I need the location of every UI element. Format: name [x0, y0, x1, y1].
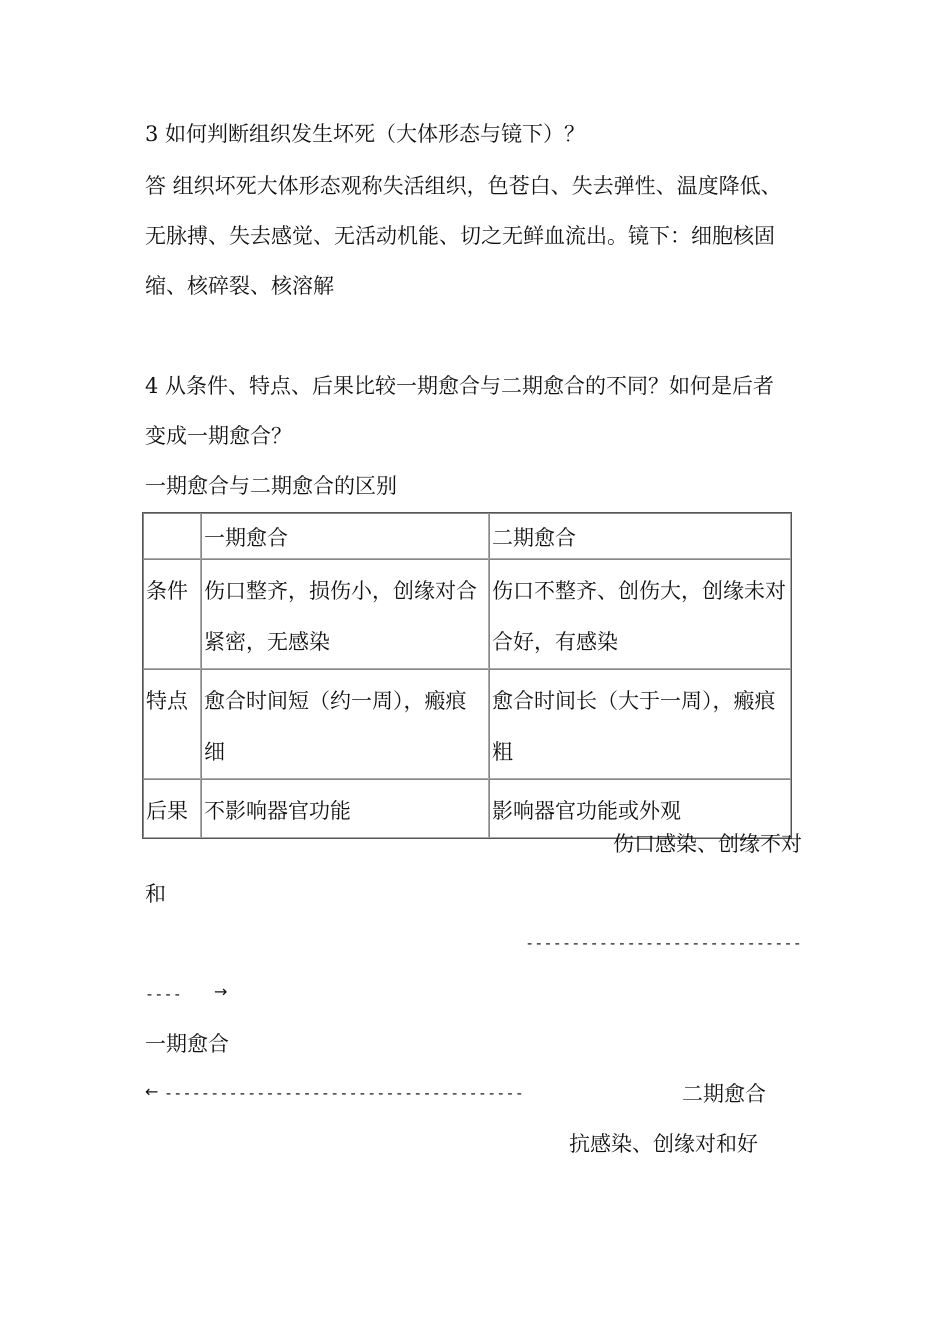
table-cell: 伤口整齐，损伤小，创缘对合紧密，无感染 — [201, 559, 489, 669]
question-4-line-2: 变成一期愈合？ — [145, 424, 292, 448]
dashed-line-short: ---- — [145, 985, 182, 1003]
bottom-note: 抗感染、创缘对和好 — [569, 1132, 758, 1156]
table-cell: 愈合时间短（约一周），瘢痕细 — [201, 669, 489, 779]
first-intention-label: 一期愈合 — [145, 1032, 229, 1056]
answer-3-line-1: 答 组织坏死大体形态观称失活组织，色苍白、失去弹性、温度降低、 — [145, 174, 782, 198]
comparison-table — [142, 512, 792, 839]
row-label: 特点 — [143, 669, 201, 779]
dashed-line-left: --------------------------------------- — [164, 1084, 524, 1102]
table-row — [143, 669, 791, 779]
second-intention-label: 二期愈合 — [682, 1082, 766, 1106]
table-header-row — [143, 513, 791, 559]
top-note-line-1: 伤口感染、创缘不对 — [613, 832, 802, 856]
table-header-cell: 一期愈合 — [201, 513, 489, 559]
table-cell: 影响器官功能或外观 — [489, 779, 791, 838]
table-row — [143, 779, 791, 838]
table-cell: 伤口不整齐、创伤大，创缘未对合好，有感染 — [489, 559, 791, 669]
table-header-cell — [143, 513, 201, 559]
answer-3-line-2: 无脉搏、失去感觉、无活动机能、切之无鲜血流出。镜下：细胞核固 — [145, 224, 775, 248]
question-3: 3 如何判断组织发生坏死（大体形态与镜下）？ — [145, 122, 586, 146]
question-4-line-1: 4 从条件、特点、后果比较一期愈合与二期愈合的不同？如何是后者 — [145, 374, 775, 398]
answer-3-line-3: 缩、核碎裂、核溶解 — [145, 274, 334, 298]
table-caption: 一期愈合与二期愈合的区别 — [145, 474, 397, 498]
table-cell: 不影响器官功能 — [201, 779, 489, 838]
arrow-left-icon: ← — [145, 1082, 159, 1101]
row-label: 后果 — [143, 779, 201, 838]
top-note-line-2: 和 — [145, 882, 166, 906]
table-cell: 愈合时间长（大于一周），瘢痕粗 — [489, 669, 791, 779]
table-row — [143, 559, 791, 669]
row-label: 条件 — [143, 559, 201, 669]
arrow-right-icon: → — [214, 982, 228, 1001]
dashed-line-long: ------------------------------ — [525, 934, 802, 952]
table-header-cell: 二期愈合 — [489, 513, 791, 559]
